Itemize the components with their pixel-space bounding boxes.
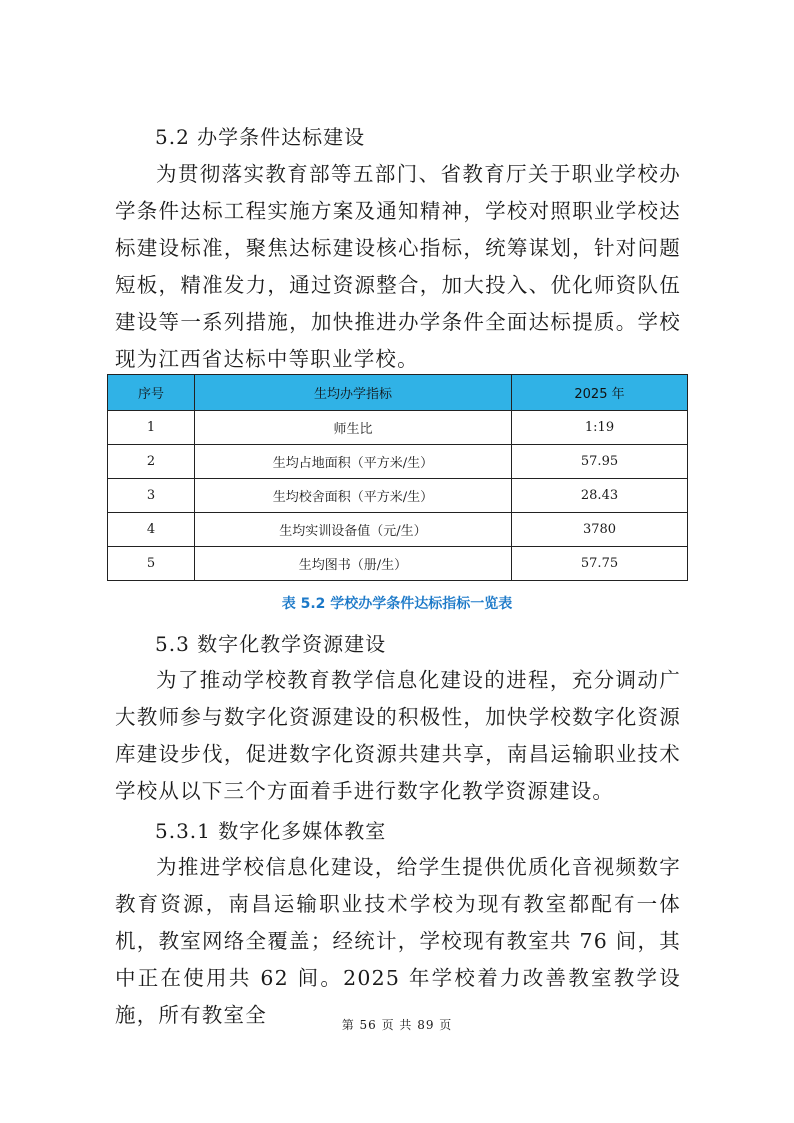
header-indicator: 生均办学指标 <box>195 375 512 411</box>
table-row <box>108 445 688 479</box>
cell-indicator: 生均图书（册/生） <box>195 547 512 581</box>
table-caption: 表 5.2 学校办学条件达标指标一览表 <box>281 596 513 612</box>
cell-value: 1:19 <box>512 411 688 445</box>
paragraph-5-3-1: 为推进学校信息化建设，给学生提供优质化音视频数字教育资源，南昌运输职业技术学校为现有教室都配有一体机，教室网络全覆盖；经统计，学校现有教室共 76 间，其中正在使用共 62 间。2025 年学校着力改善教室教学设施，所有教室全 <box>115 855 681 1027</box>
paragraph-5-2: 为贯彻落实教育部等五部门、省教育厅关于职业学校办学条件达标工程实施方案及通知精神，学校对照职业学校达标建设标准，聚焦达标建设核心指标，统筹谋划，针对问题短板，精准发力，通过资源整合，加大投入、优化师资队伍建设等一系列措施，加快推进办学条件全面达标提质。学校现为江西省达标中等职业学校。 <box>115 162 681 371</box>
cell-indicator: 师生比 <box>195 411 512 445</box>
table-row <box>108 547 688 581</box>
indicator-table <box>107 374 688 581</box>
cell-no: 1 <box>108 411 195 445</box>
cell-value: 3780 <box>512 513 688 547</box>
section-heading-5-3-1: 5.3.1 数字化多媒体教室 <box>155 819 387 843</box>
cell-value: 28.43 <box>512 479 688 513</box>
paragraph-5-3: 为了推动学校教育教学信息化建设的进程，充分调动广大教师参与数字化资源建设的积极性，加快学校数字化资源库建设步伐，促进数字化资源共建共享，南昌运输职业技术学校从以下三个方面着手进行数字化教学资源建设。 <box>115 668 681 803</box>
table-row <box>108 479 688 513</box>
page-footer: 第 56 页 共 89 页 <box>341 1018 453 1032</box>
header-year: 2025 年 <box>512 375 688 411</box>
table-row <box>108 513 688 547</box>
cell-no: 5 <box>108 547 195 581</box>
cell-indicator: 生均校舍面积（平方米/生） <box>195 479 512 513</box>
section-heading-5-2: 5.2 办学条件达标建设 <box>155 125 366 149</box>
cell-value: 57.75 <box>512 547 688 581</box>
cell-no: 2 <box>108 445 195 479</box>
section-heading-5-3: 5.3 数字化教学资源建设 <box>155 632 387 656</box>
cell-indicator: 生均占地面积（平方米/生） <box>195 445 512 479</box>
cell-no: 3 <box>108 479 195 513</box>
table-row <box>108 411 688 445</box>
cell-value: 57.95 <box>512 445 688 479</box>
cell-no: 4 <box>108 513 195 547</box>
cell-indicator: 生均实训设备值（元/生） <box>195 513 512 547</box>
table-header-row <box>108 375 688 411</box>
header-no: 序号 <box>108 375 195 411</box>
